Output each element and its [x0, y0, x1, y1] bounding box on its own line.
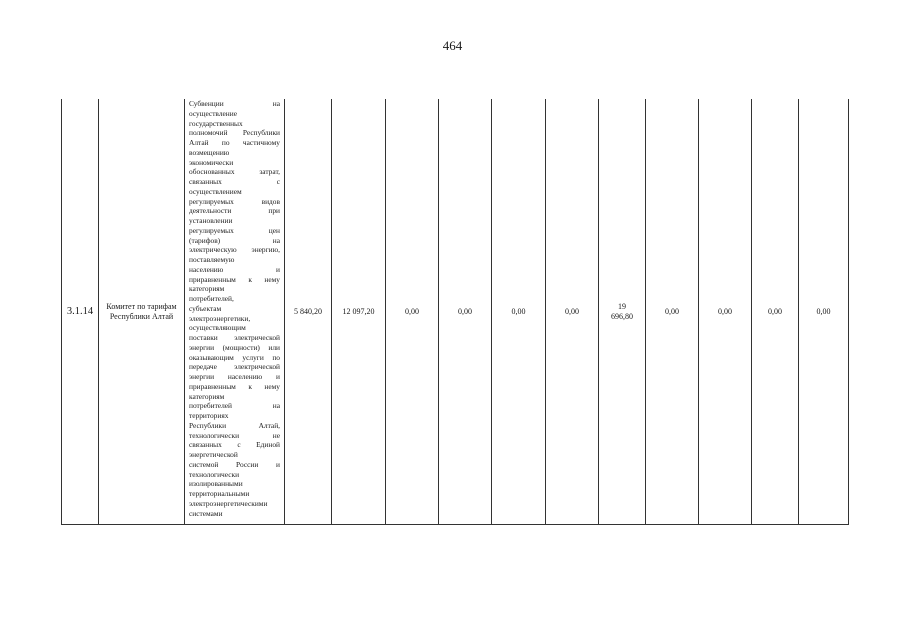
- row-code: 3.1.14: [62, 99, 99, 525]
- value-cell-5: 0,00: [492, 99, 546, 525]
- value-cell-11: 0,00: [799, 99, 849, 525]
- row-description: Субвенции на осуществление государственных полномочий Республики Алтай по частичному возмещению экономически обоснованных затрат, связанных с осуществлением регулируемых видов деятельности при установлении регулируемых цен (тарифов) на электрическую энергию, поставляемую населению и приравненным к нему категориям потребителей, субъектам электроэнергетики, осуществляющим поставки электрической энергии (мощности) или оказывающим услуги по передаче электрической энергии населению и приравненным к нему категориям потребителей на территориях Республики Алтай, технологически не связанных с Единой энергетической системой России и технологически изолированными территориальными электроэнергетическими системами: [189, 99, 280, 518]
- row-executor: Комитет по тарифам Республики Алтай: [99, 99, 185, 525]
- row-description-cell: [185, 99, 285, 525]
- value-cell-9: 0,00: [699, 99, 752, 525]
- value-cell-3: 0,00: [386, 99, 439, 525]
- page-number: 464: [442, 38, 463, 53]
- value-cell-4: 0,00: [439, 99, 492, 525]
- budget-table: [61, 99, 849, 525]
- value-cell-7: 19 696,80: [599, 99, 646, 525]
- value-cell-1: 5 840,20: [285, 99, 332, 525]
- value-cell-6: 0,00: [546, 99, 599, 525]
- value-cell-10: 0,00: [752, 99, 799, 525]
- value-cell-8: 0,00: [646, 99, 699, 525]
- table-row: [62, 99, 849, 525]
- value-cell-2: 12 097,20: [332, 99, 386, 525]
